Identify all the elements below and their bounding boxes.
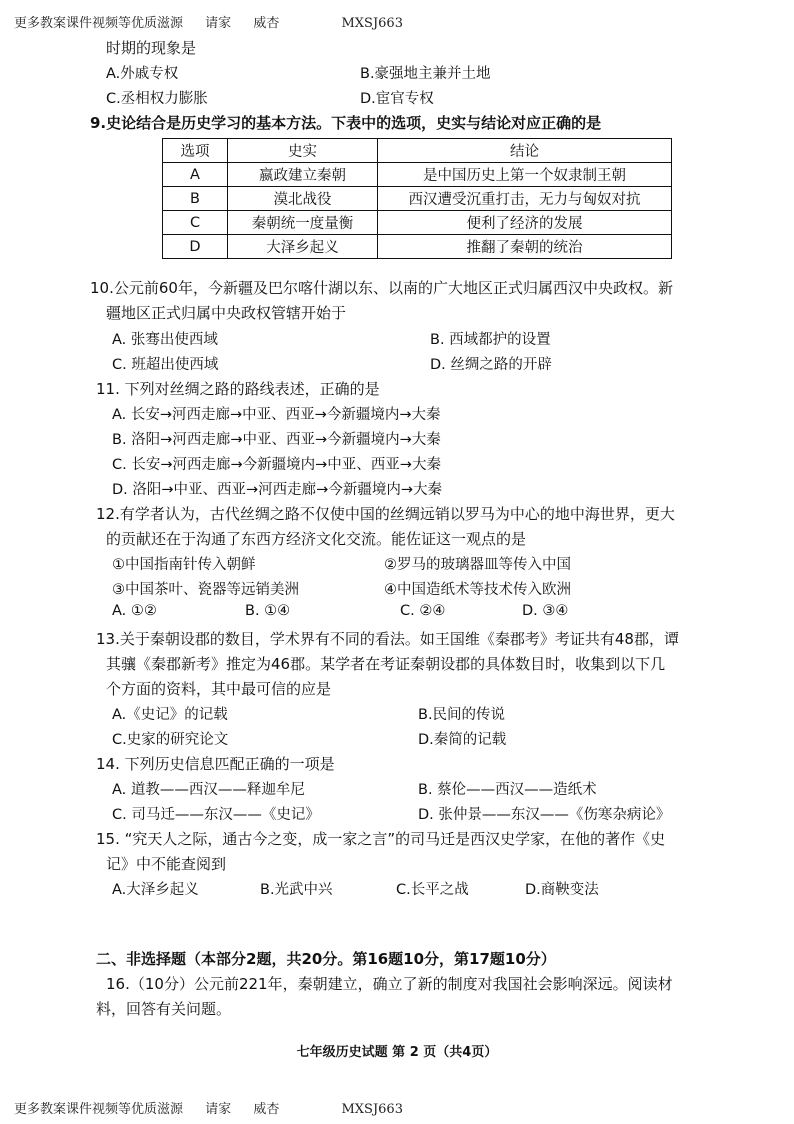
q8-option-b: B.豪强地主兼并土地 bbox=[360, 66, 491, 82]
q9-cell: 便利了经济的发展 bbox=[378, 211, 672, 235]
footer-code: MXSJ663 bbox=[341, 1102, 403, 1117]
q10-option-b: B. 西域都护的设置 bbox=[430, 332, 551, 348]
table-row bbox=[163, 163, 672, 187]
q9-cell: 是中国历史上第一个奴隶制王朝 bbox=[378, 163, 672, 187]
footer-contact-label: 请家 bbox=[205, 1102, 232, 1117]
q11-stem: 11. 下列对丝绸之路的路线表述，正确的是 bbox=[96, 380, 380, 398]
q9-cell: A bbox=[163, 163, 228, 187]
q9-header-conclusion: 结论 bbox=[378, 139, 672, 163]
header-promo: 更多教案课件视频等优质滋源 bbox=[14, 16, 184, 31]
q8-option-d: D.宦官专权 bbox=[360, 91, 434, 107]
q16-stem-line1: 16.（10分）公元前221年，秦朝建立，确立了新的制度对我国社会影响深远。阅读材 bbox=[106, 975, 673, 993]
q16-stem-line2: 料，回答有关问题。 bbox=[96, 1000, 232, 1018]
q12-item-4: ④中国造纸术等技术传入欧洲 bbox=[384, 582, 571, 598]
q9-table-header bbox=[163, 139, 672, 163]
q10-option-c: C. 班超出使西域 bbox=[112, 357, 219, 373]
q10-option-d: D. 丝绸之路的开辟 bbox=[430, 357, 552, 373]
q9-table bbox=[162, 138, 672, 259]
page-header bbox=[14, 12, 421, 31]
q15-option-a: A.大泽乡起义 bbox=[112, 882, 199, 898]
q9-cell: 漠北战役 bbox=[228, 187, 378, 211]
q15-option-b: B.光武中兴 bbox=[260, 882, 333, 898]
q8-option-c: C.丞相权力膨胀 bbox=[106, 91, 208, 107]
header-contact-label: 请家 bbox=[205, 16, 232, 31]
q9-stem: 9.史论结合是历史学习的基本方法。下表中的选项，史实与结论对应正确的是 bbox=[90, 114, 602, 132]
q9-cell: 推翻了秦朝的统治 bbox=[378, 235, 672, 259]
q14-option-a: A. 道教——西汉——释迦牟尼 bbox=[112, 782, 305, 798]
q12-option-c: C. ②④ bbox=[400, 603, 446, 619]
q10-stem-line2: 疆地区正式归属中央政权管辖开始于 bbox=[106, 304, 347, 322]
q13-option-d: D.秦简的记载 bbox=[418, 732, 507, 748]
q8-stem-tail: 时期的现象是 bbox=[106, 39, 197, 57]
q9-cell: 嬴政建立秦朝 bbox=[228, 163, 378, 187]
q13-option-c: C.史家的研究论文 bbox=[112, 732, 229, 748]
q12-item-1: ①中国指南针传入朝鲜 bbox=[112, 557, 256, 573]
q12-option-d: D. ③④ bbox=[522, 603, 569, 619]
q9-cell: D bbox=[163, 235, 228, 259]
q11-option-a: A. 长安→河西走廊→中亚、西亚→今新疆境内→大秦 bbox=[112, 407, 441, 423]
table-row bbox=[163, 187, 672, 211]
table-row bbox=[163, 211, 672, 235]
q11-option-d: D. 洛阳→中亚、西亚→河西走廊→今新疆境内→大秦 bbox=[112, 482, 442, 498]
q14-stem: 14. 下列历史信息匹配正确的一项是 bbox=[96, 755, 335, 773]
q12-option-b: B. ①④ bbox=[245, 603, 291, 619]
header-contact-name: 威杏 bbox=[253, 16, 280, 31]
q9-cell: B bbox=[163, 187, 228, 211]
page-number-footer: 七年级历史试题 第 2 页（共4页） bbox=[296, 1045, 498, 1060]
q9-cell: 秦朝统一度量衡 bbox=[228, 211, 378, 235]
q9-cell: 西汉遭受沉重打击，无力与匈奴对抗 bbox=[378, 187, 672, 211]
page-footer-banner bbox=[14, 1098, 421, 1117]
q13-stem-line1: 13.关于秦朝设郡的数目，学术界有不同的看法。如王国维《秦郡考》考证共有48郡，谭 bbox=[96, 630, 679, 648]
q13-option-b: B.民间的传说 bbox=[418, 707, 506, 723]
footer-promo: 更多教案课件视频等优质滋源 bbox=[14, 1102, 184, 1117]
q15-option-d: D.商鞅变法 bbox=[525, 882, 599, 898]
q11-option-c: C. 长安→河西走廊→今新疆境内→中亚、西亚→大秦 bbox=[112, 457, 441, 473]
q9-header-fact: 史实 bbox=[228, 139, 378, 163]
q14-option-d: D. 张仲景——东汉——《伤寒杂病论》 bbox=[418, 807, 671, 823]
q15-stem-line1: 15. “究天人之际，通古今之变，成一家之言”的司马迁是西汉史学家，在他的著作《史 bbox=[96, 830, 666, 848]
q8-option-a: A.外戚专权 bbox=[106, 66, 179, 82]
q14-option-b: B. 蔡伦——西汉——造纸术 bbox=[418, 782, 597, 798]
q13-stem-line2: 其骧《秦郡新考》推定为46郡。某学者在考证秦朝设郡的具体数目时，收集到以下几 bbox=[106, 655, 666, 673]
q12-item-2: ②罗马的玻璃器皿等传入中国 bbox=[384, 557, 571, 573]
section2-title: 二、非选择题（本部分2题，共20分。第16题10分，第17题10分） bbox=[96, 950, 556, 968]
footer-contact-name: 威杏 bbox=[253, 1102, 280, 1117]
q9-header-option: 选项 bbox=[163, 139, 228, 163]
q15-stem-line2: 记》中不能查阅到 bbox=[106, 855, 227, 873]
q13-option-a: A.《史记》的记载 bbox=[112, 707, 228, 723]
q15-option-c: C.长平之战 bbox=[396, 882, 469, 898]
q9-cell: 大泽乡起义 bbox=[228, 235, 378, 259]
q10-option-a: A. 张骞出使西域 bbox=[112, 332, 218, 348]
q9-cell: C bbox=[163, 211, 228, 235]
q12-stem-line1: 12.有学者认为，古代丝绸之路不仅使中国的丝绸远销以罗马为中心的地中海世界，更大 bbox=[96, 505, 675, 523]
q12-stem-line2: 的贡献还在于沟通了东西方经济文化交流。能佐证这一观点的是 bbox=[106, 530, 527, 548]
q11-option-b: B. 洛阳→河西走廊→中亚、西亚→今新疆境内→大秦 bbox=[112, 432, 441, 448]
q12-item-3: ③中国茶叶、瓷器等远销美洲 bbox=[112, 582, 299, 598]
q13-stem-line3: 个方面的资料，其中最可信的应是 bbox=[106, 680, 332, 698]
table-row bbox=[163, 235, 672, 259]
q12-option-a: A. ①② bbox=[112, 603, 157, 619]
header-code: MXSJ663 bbox=[341, 16, 403, 31]
q14-option-c: C. 司马迁——东汉——《史记》 bbox=[112, 807, 320, 823]
q10-stem-line1: 10.公元前60年，今新疆及巴尔喀什湖以东、以南的广大地区正式归属西汉中央政权。新 bbox=[90, 279, 673, 297]
